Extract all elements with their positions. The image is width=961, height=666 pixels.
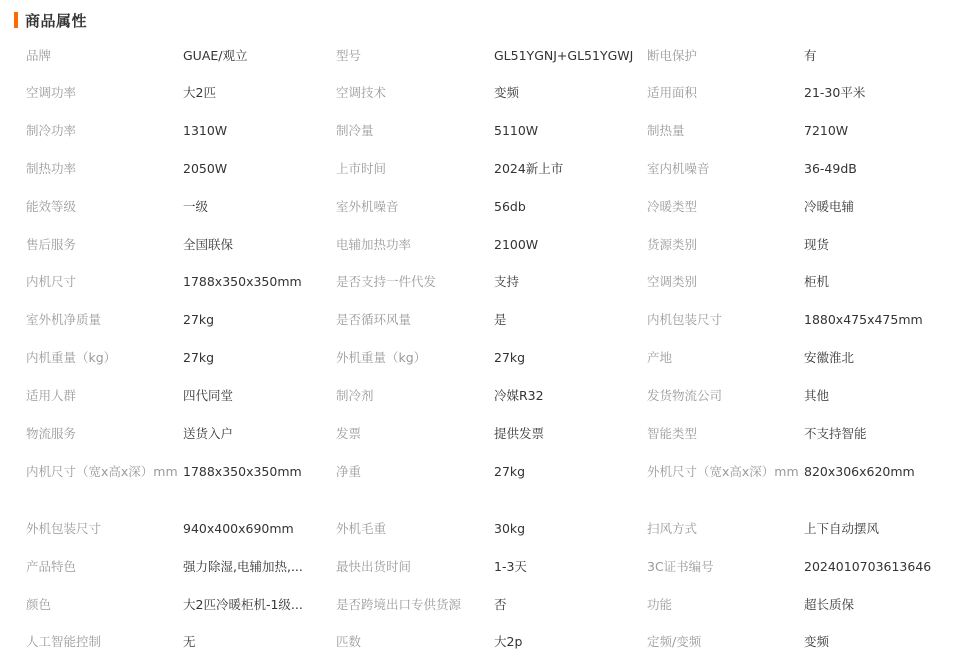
attribute-label: 冷暖类型 — [647, 199, 698, 214]
attribute-value: 四代同堂 — [183, 388, 234, 403]
attribute-row — [26, 340, 946, 378]
attribute-label: 智能类型 — [647, 426, 698, 441]
attribute-label: 制热量 — [647, 123, 685, 138]
attribute-value: 大2匹冷暖柜机-1级... — [183, 597, 303, 612]
attribute-value: 5110W — [494, 123, 539, 138]
attribute-value: 820x306x620mm — [804, 464, 915, 479]
attribute-label: 空调功率 — [26, 85, 77, 100]
attribute-value: 30kg — [494, 521, 526, 536]
attribute-label: 最快出货时间 — [336, 559, 412, 574]
attribute-label: 室内机噪音 — [647, 161, 710, 176]
attribute-row — [26, 151, 946, 189]
attribute-value: GUAE/观立 — [183, 48, 248, 63]
attribute-value: 1788x350x350mm — [183, 464, 302, 479]
attribute-label: 3C证书编号 — [647, 559, 714, 574]
attribute-value: 1310W — [183, 123, 228, 138]
attribute-label: 产地 — [647, 350, 673, 365]
attribute-label: 外机尺寸（宽x高x深）mm — [647, 464, 799, 479]
attribute-value: 其他 — [804, 388, 830, 403]
attribute-value: GL51YGNJ+GL51YGWJ — [494, 48, 634, 63]
attribute-row — [26, 189, 946, 227]
attribute-value: 强力除湿,电辅加热,... — [183, 559, 303, 574]
attribute-value: 冷媒R32 — [494, 388, 544, 403]
attribute-label: 是否支持一件代发 — [336, 274, 437, 289]
attribute-label: 发货物流公司 — [647, 388, 723, 403]
attribute-value: 27kg — [183, 350, 215, 365]
attribute-label: 功能 — [647, 597, 673, 612]
attribute-label: 制热功率 — [26, 161, 77, 176]
attribute-value: 否 — [494, 597, 507, 612]
attribute-label: 发票 — [336, 426, 362, 441]
attribute-label: 外机毛重 — [336, 521, 387, 536]
attribute-value: 上下自动摆风 — [804, 521, 880, 536]
attribute-value: 56db — [494, 199, 526, 214]
attribute-value: 提供发票 — [494, 426, 545, 441]
attribute-label: 外机包装尺寸 — [26, 521, 102, 536]
attribute-label: 空调技术 — [336, 85, 387, 100]
attribute-value: 2024新上市 — [494, 161, 564, 176]
attribute-value: 变频 — [494, 85, 520, 100]
attribute-label: 室外机净质量 — [26, 312, 102, 327]
attribute-label: 上市时间 — [336, 161, 387, 176]
attribute-value: 36-49dB — [804, 161, 857, 176]
attribute-label: 能效等级 — [26, 199, 77, 214]
attribute-value: 27kg — [183, 312, 215, 327]
attribute-value: 安徽淮北 — [804, 350, 855, 365]
attribute-value: 变频 — [804, 634, 830, 649]
attribute-label: 空调类别 — [647, 274, 698, 289]
attribute-row — [26, 454, 946, 511]
attribute-value: 有 — [804, 48, 817, 63]
attribute-value: 全国联保 — [183, 237, 234, 252]
attribute-row — [26, 416, 946, 454]
attribute-row — [26, 302, 946, 340]
attribute-label: 适用面积 — [647, 85, 698, 100]
attribute-row — [26, 75, 946, 113]
attribute-label: 内机尺寸（宽x高x深）mm — [26, 464, 178, 479]
attribute-value: 大2p — [494, 634, 523, 649]
attribute-value: 是 — [494, 312, 507, 327]
attribute-value: 1880x475x475mm — [804, 312, 923, 327]
attribute-label: 室外机噪音 — [336, 199, 399, 214]
attribute-value: 送货入户 — [183, 426, 234, 441]
attribute-row — [26, 227, 946, 264]
attribute-label: 内机重量（kg） — [26, 350, 117, 365]
attribute-label: 售后服务 — [26, 237, 77, 252]
attribute-value: 现货 — [804, 237, 830, 252]
attribute-value: 冷暖电辅 — [804, 199, 855, 214]
accent-bar — [14, 12, 18, 28]
attribute-value: 1788x350x350mm — [183, 274, 302, 289]
attribute-label: 制冷量 — [336, 123, 374, 138]
attribute-row — [26, 264, 946, 302]
attribute-label: 是否跨境出口专供货源 — [336, 597, 462, 612]
section-title: 商品属性 — [25, 11, 88, 30]
attribute-value: 不支持智能 — [804, 426, 867, 441]
attribute-label: 货源类别 — [647, 237, 698, 252]
attribute-label: 制冷剂 — [336, 388, 374, 403]
attribute-value: 2024010703613646 — [804, 559, 932, 574]
attribute-label: 品牌 — [26, 48, 52, 63]
attribute-row — [26, 624, 946, 662]
attribute-label: 人工智能控制 — [26, 634, 102, 649]
attributes-table — [26, 38, 946, 662]
attribute-row — [26, 549, 946, 587]
attribute-label: 制冷功率 — [26, 123, 77, 138]
attribute-label: 外机重量（kg） — [336, 350, 427, 365]
attribute-label: 电辅加热功率 — [336, 237, 412, 252]
attribute-value: 大2匹 — [183, 85, 216, 100]
attribute-label: 扫风方式 — [647, 521, 698, 536]
attribute-value: 2050W — [183, 161, 228, 176]
attribute-value: 27kg — [494, 464, 526, 479]
attribute-row — [26, 378, 946, 416]
attribute-value: 2100W — [494, 237, 539, 252]
attribute-label: 颜色 — [26, 597, 52, 612]
attribute-label: 内机包装尺寸 — [647, 312, 723, 327]
attribute-value: 无 — [183, 634, 196, 649]
attribute-value: 1-3天 — [494, 559, 527, 574]
attribute-label: 匹数 — [336, 634, 362, 649]
attribute-row — [26, 587, 946, 624]
attribute-label: 是否循环风量 — [336, 312, 412, 327]
attribute-value: 一级 — [183, 199, 209, 214]
attribute-row — [26, 113, 946, 151]
attribute-value: 7210W — [804, 123, 849, 138]
attribute-row — [26, 38, 946, 75]
attribute-row — [26, 511, 946, 549]
attribute-value: 27kg — [494, 350, 526, 365]
attribute-value: 柜机 — [804, 274, 830, 289]
attribute-value: 超长质保 — [804, 597, 855, 612]
attribute-label: 定频/变频 — [647, 634, 702, 649]
attribute-label: 净重 — [336, 464, 362, 479]
attribute-value: 支持 — [494, 274, 520, 289]
attribute-label: 型号 — [336, 48, 362, 63]
attribute-label: 物流服务 — [26, 426, 77, 441]
attribute-label: 断电保护 — [647, 48, 698, 63]
attribute-value: 940x400x690mm — [183, 521, 294, 536]
attribute-label: 适用人群 — [26, 388, 77, 403]
section-header — [14, 8, 87, 32]
attribute-label: 内机尺寸 — [26, 274, 77, 289]
attribute-value: 21-30平米 — [804, 85, 866, 100]
attribute-label: 产品特色 — [26, 559, 77, 574]
